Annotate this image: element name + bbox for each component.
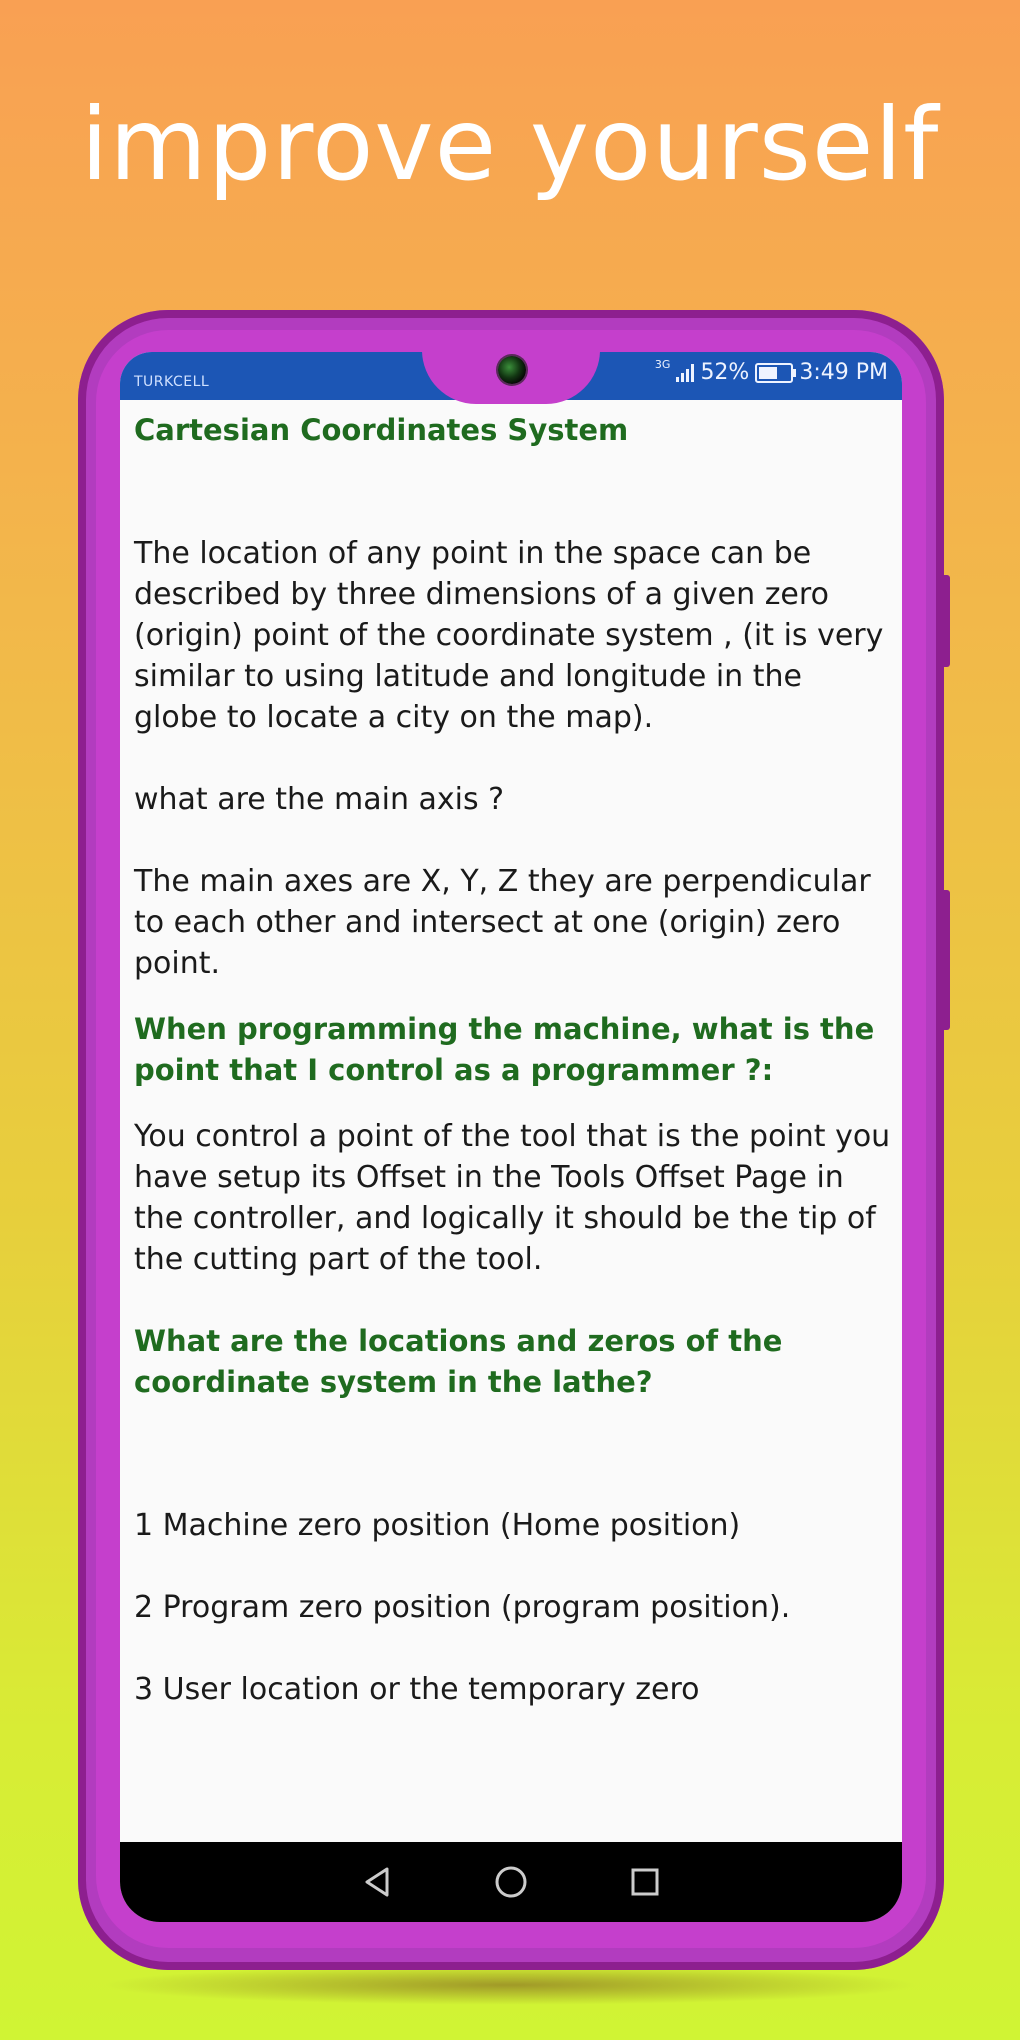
recents-icon[interactable] <box>624 1861 666 1903</box>
paragraph: The location of any point in the space can be described by three dimensions of a given zero (origin) point of the coordinate system , (it is very similar to using latitude and longitude in the globe to locate a city on the map). <box>134 536 884 735</box>
camera-notch <box>422 352 600 404</box>
phone-screen <box>120 352 902 1922</box>
carrier-label: TURKCELL <box>134 374 210 390</box>
clock: 3:49 PM <box>799 360 888 385</box>
camera-icon <box>498 356 526 384</box>
article-content <box>134 410 894 1710</box>
status-indicators <box>655 360 888 385</box>
list-item: 2 Program zero position (program position). <box>134 1590 791 1625</box>
section-heading: What are the locations and zeros of the coordinate system in the lathe? <box>134 1324 783 1399</box>
signal-icon <box>676 364 694 382</box>
back-icon[interactable] <box>356 1861 398 1903</box>
navigation-bar <box>120 1842 902 1922</box>
list-item: 1 Machine zero position (Home position) <box>134 1508 741 1543</box>
question: what are the main axis ? <box>134 782 505 817</box>
power-button <box>940 890 950 1030</box>
paragraph: The main axes are X, Y, Z they are perpendicular to each other and intersect at one (origin) zero point. <box>134 864 871 981</box>
battery-icon <box>755 363 793 383</box>
paragraph: You control a point of the tool that is the point you have setup its Offset in the Tools Offset Page in the controller, and logically it should be the tip of the cutting part of the tool. <box>134 1119 891 1277</box>
home-icon[interactable] <box>490 1861 532 1903</box>
article-title: Cartesian Coordinates System <box>134 413 629 447</box>
promo-headline: improve yourself <box>80 86 940 203</box>
phone-shadow <box>100 1965 920 2005</box>
volume-button <box>940 575 950 667</box>
list-item: 3 User location or the temporary zero <box>134 1672 700 1707</box>
status-bar <box>120 352 902 400</box>
battery-percent: 52% <box>700 360 750 385</box>
phone-frame <box>78 310 944 1970</box>
network-type: 3G <box>654 358 671 371</box>
section-heading: When programming the machine, what is the point that I control as a programmer ?: <box>134 1012 875 1087</box>
